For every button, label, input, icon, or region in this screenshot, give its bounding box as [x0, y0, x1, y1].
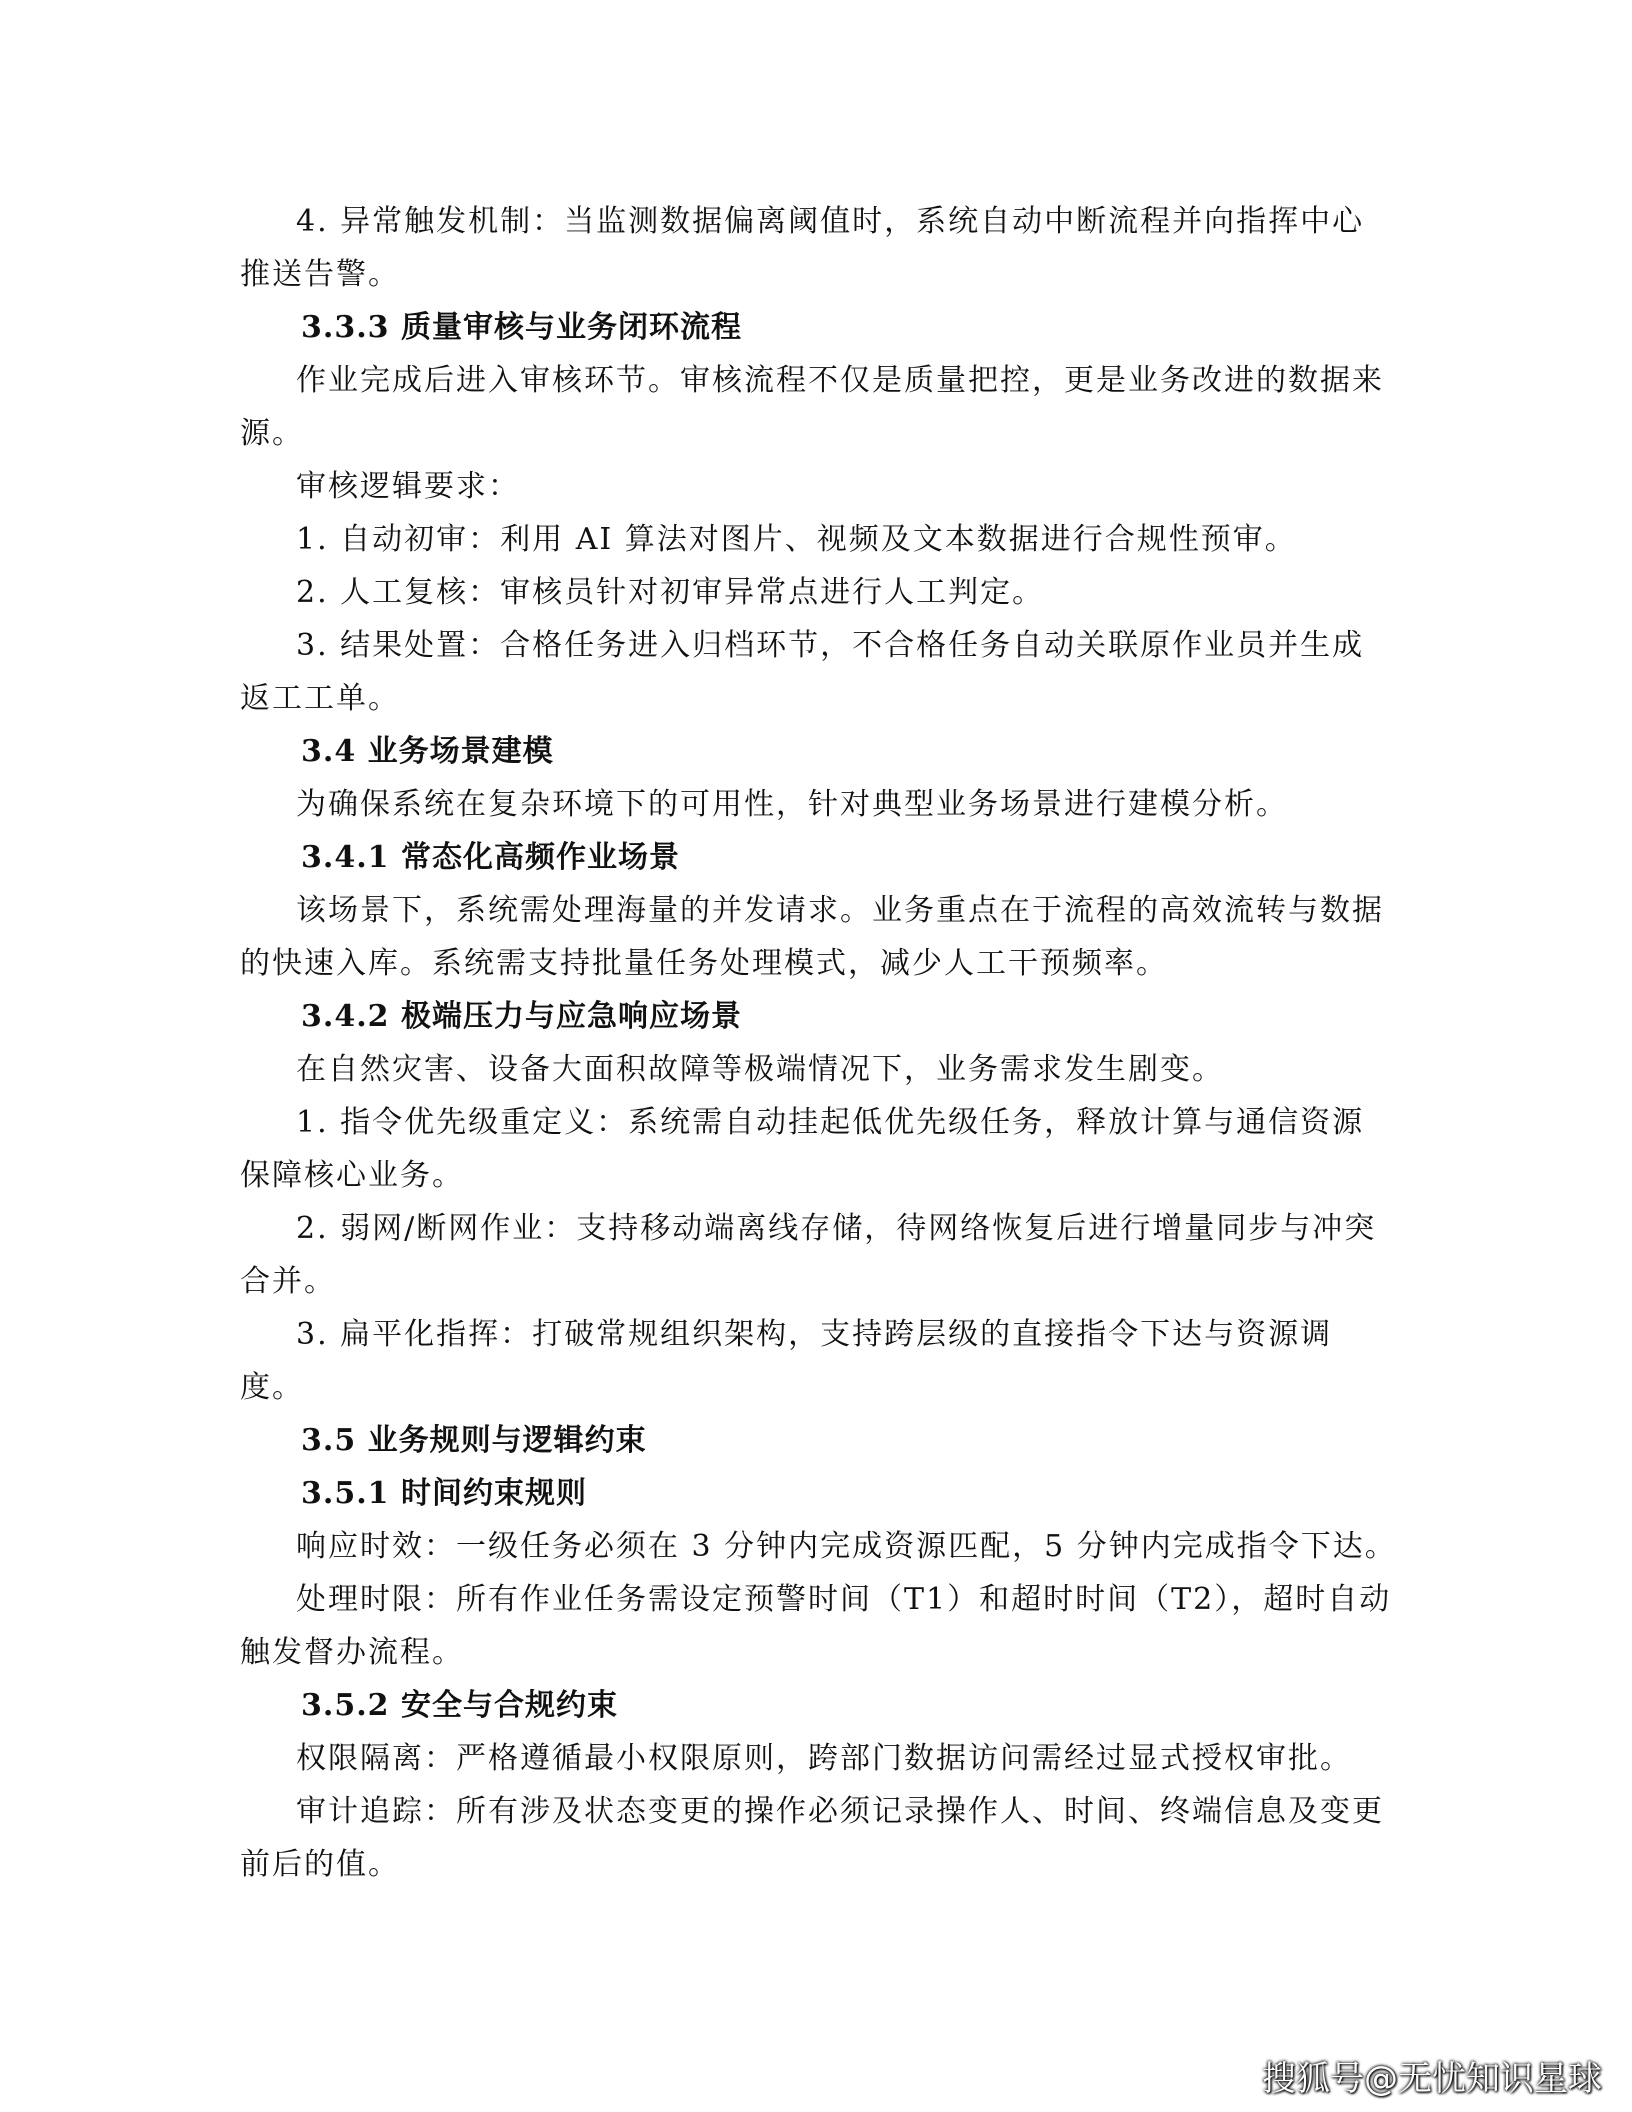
para-line: 审计追踪：所有涉及状态变更的操作必须记录操作人、时间、终端信息及变更 — [296, 1794, 1384, 1829]
para-line: 推送告警。 — [240, 257, 400, 292]
list-item: 2. 弱网/断网作业：支持移动端离线存储，待网络恢复后进行增量同步与冲突 — [296, 1211, 1377, 1246]
list-item: 3. 结果处置：合格任务进入归档环节，不合格任务自动关联原作业员并生成 — [296, 628, 1365, 663]
para-line: 该场景下，系统需处理海量的并发请求。业务重点在于流程的高效流转与数据 — [296, 893, 1384, 928]
list-item: 3. 扁平化指挥：打破常规组织架构，支持跨层级的直接指令下达与资源调 — [296, 1317, 1333, 1352]
heading-3-5: 3.5 业务规则与逻辑约束 — [301, 1423, 647, 1458]
para-line: 为确保系统在复杂环境下的可用性，针对典型业务场景进行建模分析。 — [296, 787, 1288, 822]
para-line: 前后的值。 — [240, 1847, 400, 1882]
list-item: 1. 自动初审：利用 AI 算法对图片、视频及文本数据进行合规性预审。 — [296, 522, 1297, 557]
para-line: 作业完成后进入审核环节。审核流程不仅是质量把控，更是业务改进的数据来 — [296, 363, 1384, 398]
heading-3-4: 3.4 业务场景建模 — [301, 734, 554, 769]
para-line: 的快速入库。系统需支持批量任务处理模式，减少人工干预频率。 — [240, 946, 1168, 981]
para-line: 在自然灾害、设备大面积故障等极端情况下，业务需求发生剧变。 — [296, 1052, 1224, 1087]
heading-3-5-1: 3.5.1 时间约束规则 — [301, 1476, 587, 1511]
para-line: 度。 — [240, 1370, 304, 1405]
para-line: 审核逻辑要求： — [296, 469, 520, 504]
heading-3-3-3: 3.3.3 质量审核与业务闭环流程 — [301, 310, 742, 345]
list-item: 2. 人工复核：审核员针对初审异常点进行人工判定。 — [296, 575, 1045, 610]
para-line: 处理时限：所有作业任务需设定预警时间（T1）和超时时间（T2），超时自动 — [296, 1582, 1392, 1617]
heading-3-4-2: 3.4.2 极端压力与应急响应场景 — [301, 999, 742, 1034]
heading-3-4-1: 3.4.1 常态化高频作业场景 — [301, 840, 680, 875]
watermark: 搜狐号@无忧知识星球 — [1262, 2059, 1602, 2099]
para-line: 触发督办流程。 — [240, 1635, 464, 1670]
para-line: 4. 异常触发机制：当监测数据偏离阈值时，系统自动中断流程并向指挥中心 — [296, 204, 1365, 239]
para-line: 返工工单。 — [240, 681, 400, 716]
para-line: 保障核心业务。 — [240, 1158, 464, 1193]
list-item: 1. 指令优先级重定义：系统需自动挂起低优先级任务，释放计算与通信资源 — [296, 1105, 1365, 1140]
heading-3-5-2: 3.5.2 安全与合规约束 — [301, 1688, 618, 1723]
para-line: 源。 — [240, 416, 304, 451]
para-line: 权限隔离：严格遵循最小权限原则，跨部门数据访问需经过显式授权审批。 — [296, 1741, 1352, 1776]
para-line: 合并。 — [240, 1264, 336, 1299]
para-line: 响应时效：一级任务必须在 3 分钟内完成资源匹配，5 分钟内完成指令下达。 — [296, 1529, 1397, 1564]
